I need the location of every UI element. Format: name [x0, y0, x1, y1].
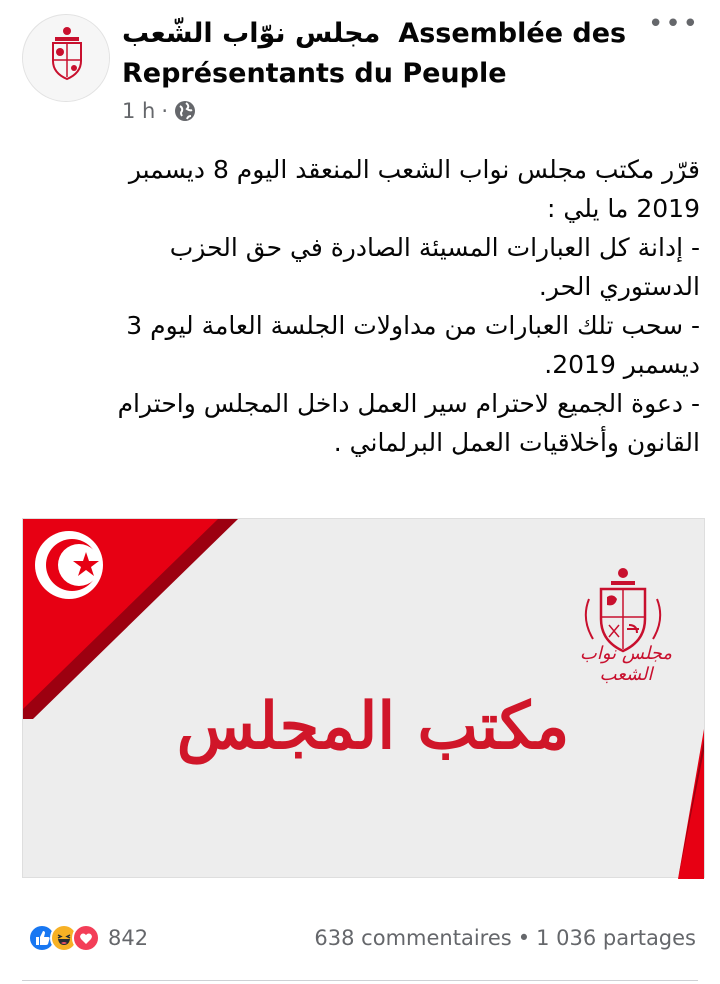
post-text-line: - دعوة الجميع لاحترام سير العمل داخل المجلس واحترام: [117, 389, 700, 418]
post-text-line: - إدانة كل العبارات المسيئة الصادرة في حق الحزب: [169, 233, 700, 262]
emblem-caption: مجلس نواب الشعب: [579, 643, 673, 685]
love-icon: [72, 924, 100, 952]
post-text-line: 2019 ما يلي :: [547, 194, 700, 223]
page-name-arabic[interactable]: مجلس نوّاب الشّعب: [122, 18, 381, 49]
footer-divider: [22, 980, 698, 981]
globe-icon[interactable]: [174, 100, 196, 122]
post-time[interactable]: 1 h: [122, 99, 156, 123]
comments-count[interactable]: 638 commentaires: [314, 926, 512, 950]
reactions-summary[interactable]: [28, 924, 148, 952]
more-options-button[interactable]: •••: [648, 9, 701, 39]
post-image[interactable]: [0, 499, 720, 884]
post-meta: [122, 96, 196, 126]
stats-separator: •: [517, 926, 531, 950]
parliament-logo-icon: [23, 15, 110, 102]
shares-count[interactable]: 1 036 partages: [536, 926, 696, 950]
meta-separator: ·: [161, 99, 169, 123]
post-text: [48, 150, 700, 462]
reaction-count[interactable]: 842: [108, 926, 149, 950]
post-text-line: القانون وأخلاقيات العمل البرلماني .: [333, 428, 700, 457]
post-text-line: ديسمبر 2019.: [544, 350, 700, 379]
post-header: [0, 0, 720, 140]
image-card: [22, 518, 705, 878]
post-footer: [0, 916, 720, 962]
engagement-stats: [314, 926, 696, 950]
page-name-french[interactable]: Assemblée des Représentants du Peuple: [122, 18, 627, 89]
page-avatar[interactable]: [22, 14, 110, 102]
image-title: مكتب المجلس: [176, 689, 570, 764]
post-text-line: - سحب تلك العبارات من مداولات الجلسة العامة ليوم 3: [126, 311, 700, 340]
page-name[interactable]: [122, 14, 642, 94]
post-text-line: الدستوري الحر.: [538, 272, 700, 301]
ribbon-right: [678, 729, 704, 879]
post-text-line: قرّر مكتب مجلس نواب الشعب المنعقد اليوم 8 ديسمبر: [128, 155, 700, 184]
